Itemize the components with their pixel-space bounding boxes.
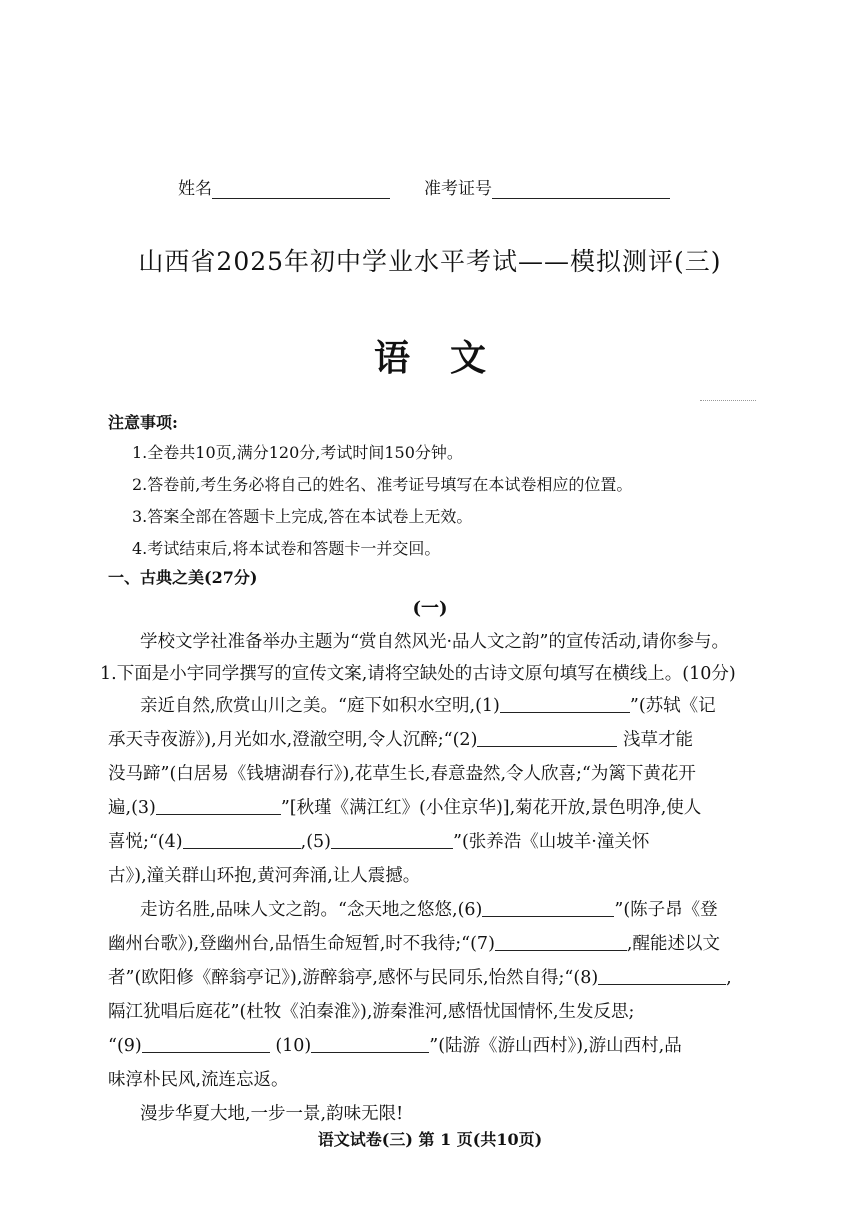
notice-item: 1.全卷共10页,满分120分,考试时间150分钟。 bbox=[132, 443, 463, 462]
page-footer: 语文试卷(三) 第 1 页(共10页) bbox=[317, 1130, 543, 1149]
passage-line: 味淳朴民风,流连忘返。 bbox=[108, 1070, 289, 1090]
closing-line: 漫步华夏大地,一步一景,韵味无限! bbox=[140, 1104, 404, 1124]
passage-line: 幽州台歌》),登幽州台,品悟生命短暂,时不我待;“(7) ,醒能述以文 bbox=[108, 934, 720, 954]
answer-blank-3[interactable] bbox=[156, 797, 281, 815]
intro-text: 学校文学社准备举办主题为“赏自然风光·品人文之韵”的宣传活动,请你参与。 bbox=[140, 632, 730, 652]
answer-blank-7[interactable] bbox=[495, 933, 627, 951]
exam-id-blank[interactable] bbox=[492, 180, 670, 199]
name-label: 姓名 bbox=[178, 179, 212, 199]
name-field[interactable] bbox=[178, 174, 390, 199]
name-blank[interactable] bbox=[212, 180, 390, 199]
answer-blank-10[interactable] bbox=[311, 1035, 429, 1053]
passage-line: 隔江犹唱后庭花”(杜牧《泊秦淮》),游秦淮河,感悟忧国情怀,生发反思; bbox=[108, 1002, 635, 1022]
answer-blank-2[interactable] bbox=[477, 729, 617, 747]
notice-item: 3.答案全部在答题卡上完成,答在本试卷上无效。 bbox=[132, 507, 473, 526]
answer-blank-9[interactable] bbox=[142, 1035, 270, 1053]
passage-line: 喜悦;“(4) ,(5) ”(张养浩《山坡羊·潼关怀 bbox=[108, 832, 650, 852]
part-label: (一) bbox=[412, 598, 448, 619]
passage-line: 古》),潼关群山环抱,黄河奔涌,让人震撼。 bbox=[108, 866, 421, 886]
answer-blank-8[interactable] bbox=[598, 967, 726, 985]
exam-id-label: 准考证号 bbox=[424, 179, 492, 199]
section-title: 一、古典之美(27分) bbox=[108, 568, 258, 587]
exam-title: 山西省2025年初中学业水平考试——模拟测评(三) bbox=[138, 247, 722, 276]
notice-item: 2.答卷前,考生务必将自己的姓名、准考证号填写在本试卷相应的位置。 bbox=[132, 475, 633, 494]
passage-line: 遍,(3) ”[秋瑾《满江红》(小住京华)],菊花开放,景色明净,使人 bbox=[108, 798, 702, 818]
answer-blank-5[interactable] bbox=[331, 831, 453, 849]
answer-blank-1[interactable] bbox=[500, 695, 630, 713]
passage-line: 者”(欧阳修《醉翁亭记》),游醉翁亭,感怀与民同乐,怡然自得;“(8) , bbox=[108, 968, 732, 988]
answer-blank-4[interactable] bbox=[183, 831, 301, 849]
passage-line: 走访名胜,品味人文之韵。“念天地之悠悠,(6) ”(陈子昂《登 bbox=[140, 900, 718, 920]
passage-line: “(9) (10) ”(陆游《游山西村》),游山西村,品 bbox=[108, 1036, 682, 1056]
notice-title: 注意事项: bbox=[108, 413, 178, 432]
scan-mark bbox=[700, 400, 756, 404]
passage-line: 没马蹄”(白居易《钱塘湖春行》),花草生长,春意盎然,令人欣喜;“为篱下黄花开 bbox=[108, 764, 696, 784]
notice-item: 4.考试结束后,将本试卷和答题卡一并交回。 bbox=[132, 539, 441, 558]
exam-id-field[interactable] bbox=[424, 174, 670, 199]
question-1: 1.下面是小宇同学撰写的宣传文案,请将空缺处的古诗文原句填写在横线上。(10分) bbox=[100, 664, 736, 684]
answer-blank-6[interactable] bbox=[482, 899, 614, 917]
subject-title: 语文 bbox=[373, 337, 526, 379]
passage-line: 承天寺夜游》),月光如水,澄澈空明,令人沉醉;“(2) 浅草才能 bbox=[108, 730, 693, 750]
passage-line: 亲近自然,欣赏山川之美。“庭下如积水空明,(1) ”(苏轼《记 bbox=[140, 696, 716, 716]
